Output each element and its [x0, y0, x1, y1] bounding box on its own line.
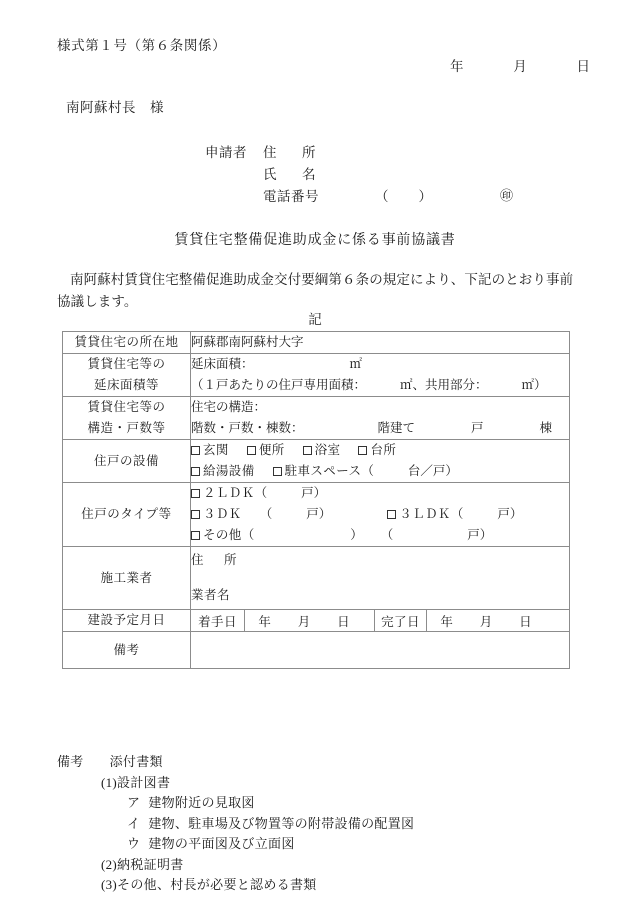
footnote-heading-sub: 添付書類: [109, 754, 163, 769]
checkbox-icon[interactable]: [191, 510, 200, 519]
unit-other-paren-open: （: [241, 528, 255, 542]
structure-label-line2: 構造・戸数等: [87, 421, 166, 435]
footnote-heading-row: [57, 752, 414, 773]
structure-floors-unit: 階建て: [377, 421, 416, 435]
checkbox-toilet-label: 便所: [258, 443, 285, 457]
floor-area-total-row: [191, 354, 569, 375]
checkbox-2ldk-label: ２ＬＤＫ: [203, 486, 255, 500]
structure-count-row: [191, 418, 569, 439]
footnote-1a-marker: ア: [127, 795, 141, 810]
footnote-item-1c: [57, 834, 414, 855]
floor-area-label: [63, 354, 191, 397]
checkbox-icon[interactable]: [358, 446, 367, 455]
checkbox-entrance[interactable]: [191, 440, 229, 461]
remarks-label: 備考: [63, 632, 191, 669]
structure-type-row: 住宅の構造：: [191, 400, 267, 414]
contractor-name-label: 業者名: [191, 588, 231, 602]
table-row-structure: [63, 397, 570, 440]
applicant-address-row: [205, 141, 432, 163]
table-row-equipment: [63, 440, 570, 483]
floor-area-label-line2: 延床面積等: [93, 378, 159, 392]
structure-units-unit: 戸: [471, 421, 484, 435]
date-month-label: 月: [513, 59, 527, 74]
footnote-1c-text: 建物の平面図及び立面図: [148, 836, 295, 851]
checkbox-icon[interactable]: [247, 446, 256, 455]
checkbox-bathroom-label: 浴室: [314, 443, 341, 457]
schedule-label: 建設予定月日: [63, 610, 191, 632]
contractor-value[interactable]: [191, 547, 570, 610]
applicant-phone-row: [205, 185, 432, 207]
checkbox-icon[interactable]: [191, 446, 200, 455]
schedule-end-month: 月: [479, 614, 493, 629]
unit-2ldk-paren: （: [254, 486, 268, 500]
table-row-remarks: [63, 632, 570, 669]
unit-3ldk-unit: 戸）: [497, 507, 523, 521]
checkbox-kitchen[interactable]: [358, 440, 396, 461]
contractor-label: 施工業者: [63, 547, 191, 610]
applicant-phone-value: [375, 185, 432, 205]
floor-area-private-unit: ㎡、共用部分：: [400, 378, 488, 392]
footnote-item-3: (3)その他、村長が必要と認める書類: [101, 877, 317, 892]
footnote-heading: 備考: [57, 754, 84, 769]
checkbox-toilet[interactable]: [247, 440, 285, 461]
table-row-location: [63, 332, 570, 354]
unit-other-count-paren: （: [380, 528, 394, 542]
unit-2ldk-unit: 戸）: [301, 486, 327, 500]
location-label: 賃貸住宅の所在地: [63, 332, 191, 354]
checkbox-water-heater-label: 給湯設備: [203, 464, 255, 478]
schedule-start-month: 月: [297, 614, 311, 629]
checkbox-parking[interactable]: [273, 461, 362, 482]
checkbox-icon[interactable]: [191, 467, 200, 476]
footnote-item-2: (2)納税証明書: [101, 856, 184, 872]
footnote-1c-marker: ウ: [127, 836, 141, 851]
table-row-schedule: [63, 610, 570, 632]
footnote-1b-text: 建物、駐車場及び物置等の附帯設備の配置図: [148, 815, 415, 831]
application-table: [62, 331, 570, 669]
checkbox-parking-label: 駐車スペース: [284, 464, 362, 478]
table-row-floor-area: [63, 354, 570, 397]
unit-type-row-3dk: [191, 504, 569, 525]
phone-paren-open: （: [375, 189, 389, 204]
structure-count-label: 階数・戸数・棟数：: [191, 421, 304, 435]
unit-type-row-2ldk: [191, 483, 569, 504]
unit-types-value[interactable]: [191, 483, 570, 547]
checkbox-3ldk-label: ３ＬＤＫ: [399, 507, 451, 521]
footnotes: [57, 752, 414, 896]
unit-other-paren-close: ）: [350, 528, 363, 542]
ki-mark: 記: [308, 312, 322, 327]
addressee: 南阿蘇村長 様: [66, 100, 164, 115]
schedule-start-day: 日: [337, 614, 350, 629]
table-row-unit-types: [63, 483, 570, 547]
structure-buildings-unit: 棟: [539, 421, 553, 435]
unit-3ldk-paren: （: [450, 507, 464, 521]
checkbox-water-heater[interactable]: [191, 461, 255, 482]
applicant-phone-label: 電話番号: [263, 189, 319, 204]
applicant-address-label: 住 所: [263, 145, 322, 160]
parking-paren-open: （: [361, 464, 374, 478]
footnote-item-1b: [57, 814, 414, 835]
floor-area-total-unit: ㎡: [349, 357, 363, 371]
table-row-contractor: [63, 547, 570, 610]
structure-label: [63, 397, 191, 440]
schedule-start-date-fields: [245, 612, 363, 630]
equipment-row-2: [191, 461, 569, 482]
location-value[interactable]: 阿蘇郡南阿蘇村大字: [191, 332, 570, 354]
floor-area-breakdown-row: [191, 375, 569, 396]
schedule-start-label: 着手日: [191, 610, 245, 632]
checkbox-icon[interactable]: [303, 446, 312, 455]
structure-label-line1: 賃貸住宅等の: [87, 400, 166, 414]
seal-icon: ㊞: [500, 188, 514, 203]
schedule-end-date[interactable]: [427, 610, 570, 632]
floor-area-private-label: （１戸あたりの住戸専用面積：: [191, 378, 367, 392]
schedule-start-date[interactable]: [245, 610, 375, 632]
footnote-1b-marker: イ: [127, 815, 141, 831]
equipment-label: 住戸の設備: [63, 440, 191, 483]
checkbox-other-label: その他: [203, 528, 242, 542]
schedule-start-year: 年: [258, 614, 271, 629]
equipment-row-1: [191, 440, 569, 461]
date-year-label: 年: [450, 59, 464, 74]
date-line: [450, 55, 590, 75]
applicant-block: [205, 141, 514, 207]
applicant-name-label: 氏 名: [263, 167, 322, 182]
body-paragraph: 南阿蘇村賃貸住宅整備促進助成金交付要綱第６条の規定により、下記のとおり事前協議します。: [57, 272, 574, 309]
checkbox-icon[interactable]: [191, 531, 200, 540]
checkbox-3dk[interactable]: [191, 504, 242, 525]
footnote-1a-text: 建物附近の見取図: [148, 795, 255, 810]
form-number: 様式第１号（第６条関係）: [57, 38, 227, 53]
checkbox-kitchen-label: 台所: [370, 443, 397, 457]
phone-paren-close: ）: [418, 189, 432, 204]
checkbox-icon[interactable]: [191, 489, 200, 498]
unit-types-label: 住戸のタイプ等: [63, 483, 191, 547]
checkbox-2ldk[interactable]: [191, 483, 255, 504]
checkbox-3ldk[interactable]: [387, 504, 451, 525]
parking-unit-label: 台／戸）: [407, 464, 458, 478]
date-day-label: 日: [576, 59, 590, 74]
floor-area-total-label: 延床面積：: [191, 357, 254, 371]
contractor-address-label: 住 所: [191, 553, 241, 567]
schedule-end-day: 日: [519, 614, 532, 629]
checkbox-icon[interactable]: [387, 510, 396, 519]
schedule-end-date-fields: [427, 612, 545, 630]
structure-value[interactable]: [191, 397, 570, 440]
unit-3dk-paren: （: [259, 507, 273, 521]
floor-area-common-unit: ㎡）: [521, 378, 547, 392]
checkbox-icon[interactable]: [273, 467, 282, 476]
footnote-item-1a: [57, 793, 414, 814]
checkbox-3dk-label: ３ＤＫ: [203, 507, 242, 521]
remarks-value[interactable]: [191, 632, 570, 669]
footnote-item-1: (1)設計図書: [101, 774, 171, 790]
document-title: 賃貸住宅整備促進助成金に係る事前協議書: [174, 233, 456, 248]
schedule-end-label: 完了日: [375, 610, 427, 632]
equipment-value[interactable]: [191, 440, 570, 483]
applicant-label: 申請者: [205, 145, 247, 160]
unit-3dk-unit: 戸）: [306, 507, 332, 521]
floor-area-label-line1: 賃貸住宅等の: [87, 357, 166, 371]
schedule-end-year: 年: [440, 614, 453, 629]
unit-other-unit: 戸）: [467, 528, 493, 542]
checkbox-other[interactable]: [191, 525, 242, 546]
unit-type-row-other: [191, 525, 569, 546]
checkbox-bathroom[interactable]: [303, 440, 341, 461]
checkbox-entrance-label: 玄関: [203, 443, 229, 457]
floor-area-value[interactable]: [191, 354, 570, 397]
